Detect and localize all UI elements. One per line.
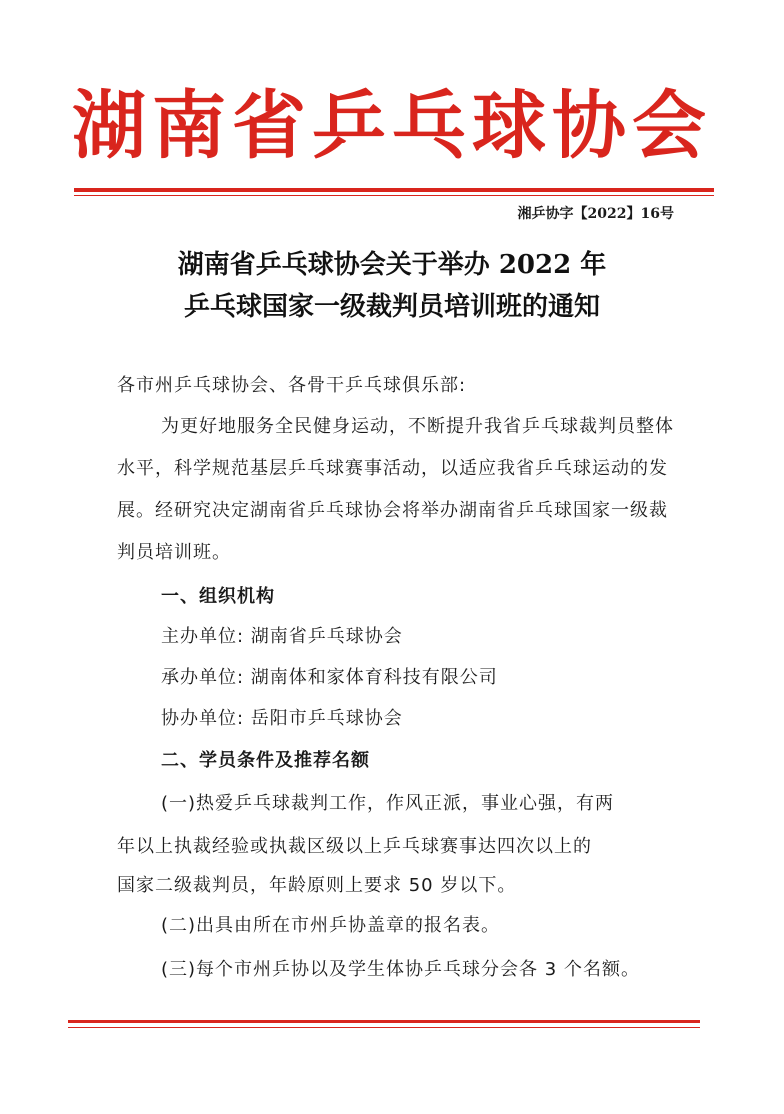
host-unit: 主办单位: 湖南省乒乓球协会 xyxy=(161,626,403,647)
eligibility-item-1-line-1: (一)热爱乒乓球裁判工作，作风正派，事业心强，有两 xyxy=(161,793,615,814)
eligibility-item-2: (二)出具由所在市州乒协盖章的报名表。 xyxy=(161,915,501,936)
section-heading-eligibility: 二、学员条件及推荐名额 xyxy=(161,750,370,771)
organizer-unit: 承办单位: 湖南体和家体育科技有限公司 xyxy=(161,667,498,688)
organization-letterhead-title: 湖南省乒乓球协会 xyxy=(72,83,712,169)
eligibility-item-3: (三)每个市州乒协以及学生体协乒乓球分会各 3 个名额。 xyxy=(161,959,640,980)
letterhead-rule-top xyxy=(74,188,714,192)
salutation: 各市州乒乓球协会、各骨干乒乓球俱乐部: xyxy=(117,375,467,396)
eligibility-item-1-line-3: 国家二级裁判员，年龄原则上要求 50 岁以下。 xyxy=(117,875,517,896)
document-title-line-1: 湖南省乒乓球协会关于举办 2022 年 xyxy=(177,250,607,280)
letterhead-rule-bottom xyxy=(74,195,714,196)
document-title-line-2: 乒乓球国家一级裁判员培训班的通知 xyxy=(183,292,600,322)
footer-rule-bottom xyxy=(68,1027,700,1028)
co-organizer-unit: 协办单位: 岳阳市乒乓球协会 xyxy=(161,708,403,729)
intro-paragraph: 为更好地服务全民健身运动，不断提升我省乒乓球裁判员整体水平，科学规范基层乒乓球赛事活动，以适应我省乒乓球运动的发展。经研究决定湖南省乒乓球协会将举办湖南省乒乓球国家一级裁判员培训班。 xyxy=(117,416,674,563)
document-number: 湘乒协字【2022】16号 xyxy=(517,206,674,222)
eligibility-item-1-line-2: 年以上执裁经验或执裁区级以上乒乓球赛事达四次以上的 xyxy=(117,836,592,857)
footer-rule-top xyxy=(68,1020,700,1023)
section-heading-organization: 一、组织机构 xyxy=(161,586,275,607)
